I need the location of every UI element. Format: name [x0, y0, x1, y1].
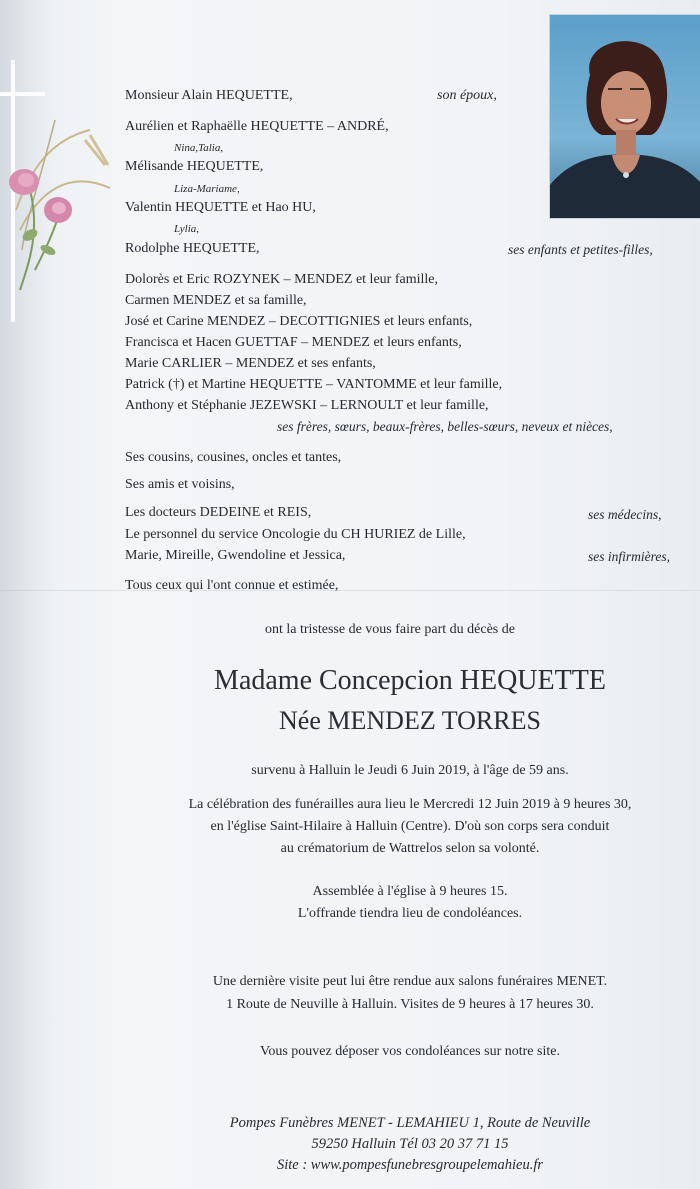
child-1-name: Aurélien et Raphaëlle HEQUETTE – ANDRÉ,	[125, 119, 389, 134]
funeral-home-website[interactable]: Site : www.pompesfunebresgroupelemahieu.fr	[276, 1157, 544, 1173]
siblings-relation: ses frères, sœurs, beaux-frères, belles-sœurs, neveux et nièces,	[277, 419, 613, 434]
deceased-name: Madame Concepcion HEQUETTE	[214, 665, 606, 696]
ceremony-line-1: La célébration des funérailles aura lieu le Mercredi 12 Juin 2019 à 9 heures 30,	[188, 797, 632, 812]
portrait-photo	[549, 14, 700, 219]
child-4-name: Rodolphe HEQUETTE,	[125, 241, 260, 256]
child-2-name: Mélisande HEQUETTE,	[125, 159, 264, 174]
child-2-grandchildren: Liza-Mariame,	[174, 183, 240, 195]
sibling-5: Marie CARLIER – MENDEZ et ses enfants,	[125, 356, 376, 371]
sibling-6: Patrick (†) et Martine HEQUETTE – VANTOMME et leur famille,	[125, 377, 503, 392]
nurses-relation: ses infirmières,	[588, 549, 670, 564]
child-3-grandchildren: Lylia,	[174, 223, 200, 235]
nurses-name: Marie, Mireille, Gwendoline et Jessica,	[125, 548, 346, 563]
spouse-name: Monsieur Alain HEQUETTE,	[125, 88, 293, 103]
ceremony-line-2: en l'église Saint-Hilaire à Halluin (Centre). D'où son corps sera conduit	[210, 819, 610, 834]
cousins-line: Ses cousins, cousines, oncles et tantes,	[125, 450, 342, 465]
maiden-name: Née MENDEZ TORRES	[279, 706, 541, 735]
sibling-1: Dolorès et Eric ROZYNEK – MENDEZ et leur famille,	[125, 272, 438, 287]
funeral-home-line-1: Pompes Funèbres MENET - LEMAHIEU 1, Route de Neuville	[229, 1115, 591, 1131]
acquaintances-line: Tous ceux qui l'ont connue et estimée,	[125, 578, 339, 593]
assembly-line-2: L'offrande tiendra lieu de condoléances.	[297, 906, 523, 921]
ceremony-line-3: au crématorium de Wattrelos selon sa volonté.	[280, 841, 540, 856]
cross-and-roses-decoration	[0, 60, 130, 330]
oncology-staff-line: Le personnel du service Oncologie du CH HURIEZ de Lille,	[125, 527, 466, 542]
doctors-name: Les docteurs DEDEINE et REIS,	[125, 505, 312, 520]
death-info: survenu à Halluin le Jeudi 6 Juin 2019, à l'âge de 59 ans.	[251, 763, 569, 778]
doctors-relation: ses médecins,	[588, 507, 662, 522]
spouse-relation: son époux,	[437, 88, 497, 103]
assembly-line-1: Assemblée à l'église à 9 heures 15.	[312, 884, 508, 899]
sibling-2: Carmen MENDEZ et sa famille,	[125, 293, 307, 308]
child-3-name: Valentin HEQUETTE et Hao HU,	[125, 200, 316, 215]
sibling-3: José et Carine MENDEZ – DECOTTIGNIES et leurs enfants,	[125, 314, 473, 329]
sibling-7: Anthony et Stéphanie JEZEWSKI – LERNOULT et leur famille,	[125, 398, 489, 413]
funeral-home-line-2: 59250 Halluin Tél 03 20 37 71 15	[311, 1136, 509, 1152]
friends-line: Ses amis et voisins,	[125, 477, 235, 492]
visit-line-1: Une dernière visite peut lui être rendue aux salons funéraires MENET.	[212, 974, 608, 989]
announcement-intro: ont la tristesse de vous faire part du décès de	[265, 622, 515, 637]
children-relation: ses enfants et petites-filles,	[508, 242, 653, 257]
visit-line-2: 1 Route de Neuville à Halluin. Visites de 9 heures à 17 heures 30.	[226, 997, 594, 1012]
paper-crease	[0, 590, 700, 591]
child-1-grandchildren: Nina,Talia,	[174, 142, 224, 154]
sibling-4: Francisca et Hacen GUETTAF – MENDEZ et leurs enfants,	[125, 335, 462, 350]
condolences-line: Vous pouvez déposer vos condoléances sur notre site.	[260, 1044, 560, 1059]
